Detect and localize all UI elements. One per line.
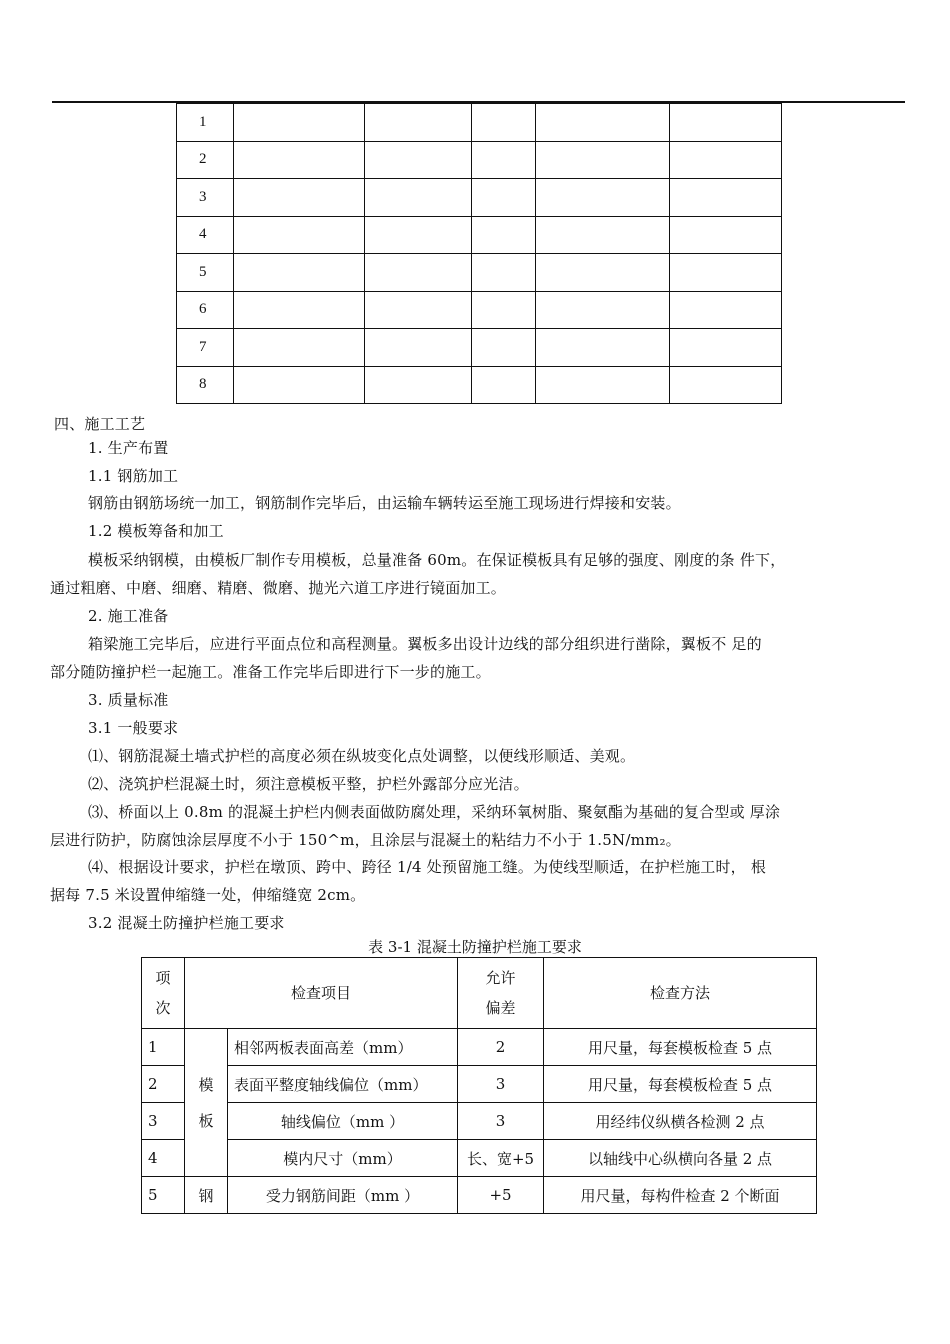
table-row [177, 254, 782, 292]
table-row [177, 141, 782, 179]
row-no: 4 [142, 1140, 185, 1177]
group-template [185, 1029, 228, 1177]
subheading-3: 3. 质量标准 [88, 691, 169, 709]
table-row [177, 366, 782, 404]
paragraph-formwork-1: 模板采纳钢模，由模板厂制作专用模板，总量准备 60m。在保证模板具有足够的强度、刚度的条 件下， [88, 551, 786, 569]
row-number: 7 [177, 329, 234, 367]
row-number: 2 [177, 141, 234, 179]
table-row [177, 104, 782, 142]
table-row [177, 216, 782, 254]
requirement-2: ⑵、浇筑护栏混凝土时，须注意模板平整，护栏外露部分应光洁。 [88, 775, 529, 793]
row-method: 用尺量，每构件检查 2 个断面 [544, 1177, 817, 1214]
group-rebar: 钢 [185, 1177, 228, 1214]
row-method: 以轴线中心纵横向各量 2 点 [544, 1140, 817, 1177]
header-method: 检查方法 [544, 958, 817, 1029]
row-number: 8 [177, 366, 234, 404]
requirement-3b: 层进行防护，防腐蚀涂层厚度不小于 150^m，且涂层与混凝土的粘结力不小于 1.5N/mm₂。 [50, 831, 681, 849]
row-number: 4 [177, 216, 234, 254]
paragraph-formwork-2: 通过粗磨、中磨、细磨、精磨、微磨、抛光六道工序进行镜面加工。 [50, 579, 507, 597]
row-item: 相邻两板表面高差（mm） [228, 1029, 458, 1066]
header-tolerance-line1: 允许 [485, 969, 516, 987]
subheading-2: 2. 施工准备 [88, 607, 169, 625]
row-number: 1 [177, 104, 234, 142]
row-no: 1 [142, 1029, 185, 1066]
requirements-table [141, 957, 817, 1214]
group-template-line1: 模 [198, 1075, 214, 1094]
row-item: 表面平整度轴线偏位（mm） [228, 1066, 458, 1103]
requirement-4b: 据每 7.5 米设置伸缩缝一处，伸缩缝宽 2cm。 [50, 886, 366, 904]
paragraph-prep-1: 箱梁施工完毕后，应进行平面点位和高程测量。翼板多出设计边线的部分组织进行凿除，翼板不 足的 [88, 635, 762, 653]
paragraph-rebar: 钢筋由钢筋场统一加工，钢筋制作完毕后，由运输车辆转运至施工现场进行焊接和安装。 [88, 494, 681, 512]
requirement-4a: ⑷、根据设计要求，护栏在墩顶、跨中、跨径 1/4 处预留施工缝。为使线型顺适，在护栏施工时， 根 [88, 858, 767, 876]
row-method: 用尺量，每套模板检查 5 点 [544, 1066, 817, 1103]
subheading-1: 1. 生产布置 [88, 439, 169, 457]
row-tolerance: +5 [458, 1177, 544, 1214]
table-header-row [142, 958, 817, 1029]
row-item: 模内尺寸（mm） [228, 1140, 458, 1177]
subheading-3-1: 3.1 一般要求 [88, 719, 179, 737]
requirement-3a: ⑶、桥面以上 0.8m 的混凝土护栏内侧表面做防腐处理，采纳环氧树脂、聚氨酯为基础的复合型或 厚涂 [88, 803, 781, 821]
row-method: 用经纬仪纵横各检测 2 点 [544, 1103, 817, 1140]
table-row [177, 329, 782, 367]
row-no: 3 [142, 1103, 185, 1140]
header-tolerance [458, 958, 544, 1029]
row-number: 3 [177, 179, 234, 217]
row-tolerance: 3 [458, 1066, 544, 1103]
blank-record-table [176, 103, 782, 404]
table-row [177, 179, 782, 217]
table-row [142, 1103, 817, 1140]
table-row [142, 1140, 817, 1177]
row-tolerance: 长、宽+5 [458, 1140, 544, 1177]
header-number-line2: 次 [155, 999, 171, 1017]
table-caption: 表 3-1 混凝土防撞护栏施工要求 [368, 938, 582, 956]
table-row [142, 1029, 817, 1066]
table-row [142, 1066, 817, 1103]
row-item: 轴线偏位（mm ） [228, 1103, 458, 1140]
row-item: 受力钢筋间距（mm ） [228, 1177, 458, 1214]
group-template-line2: 板 [198, 1111, 214, 1130]
section-heading: 四、施工工艺 [54, 415, 146, 433]
subheading-3-2: 3.2 混凝土防撞护栏施工要求 [88, 914, 285, 932]
row-tolerance: 3 [458, 1103, 544, 1140]
table-row [177, 291, 782, 329]
requirement-1: ⑴、钢筋混凝土墙式护栏的高度必须在纵坡变化点处调整，以便线形顺适、美观。 [88, 747, 636, 765]
header-number-line1: 项 [155, 969, 171, 987]
subheading-1-2: 1.2 模板筹备和加工 [88, 522, 224, 540]
subheading-1-1: 1.1 钢筋加工 [88, 467, 179, 485]
header-item: 检查项目 [185, 958, 458, 1029]
paragraph-prep-2: 部分随防撞护栏一起施工。准备工作完毕后即进行下一步的施工。 [50, 663, 491, 681]
row-number: 6 [177, 291, 234, 329]
header-number [142, 958, 185, 1029]
row-no: 5 [142, 1177, 185, 1214]
row-method: 用尺量，每套模板检查 5 点 [544, 1029, 817, 1066]
header-tolerance-line2: 偏差 [485, 999, 516, 1017]
table-row [142, 1177, 817, 1214]
row-tolerance: 2 [458, 1029, 544, 1066]
row-number: 5 [177, 254, 234, 292]
row-no: 2 [142, 1066, 185, 1103]
